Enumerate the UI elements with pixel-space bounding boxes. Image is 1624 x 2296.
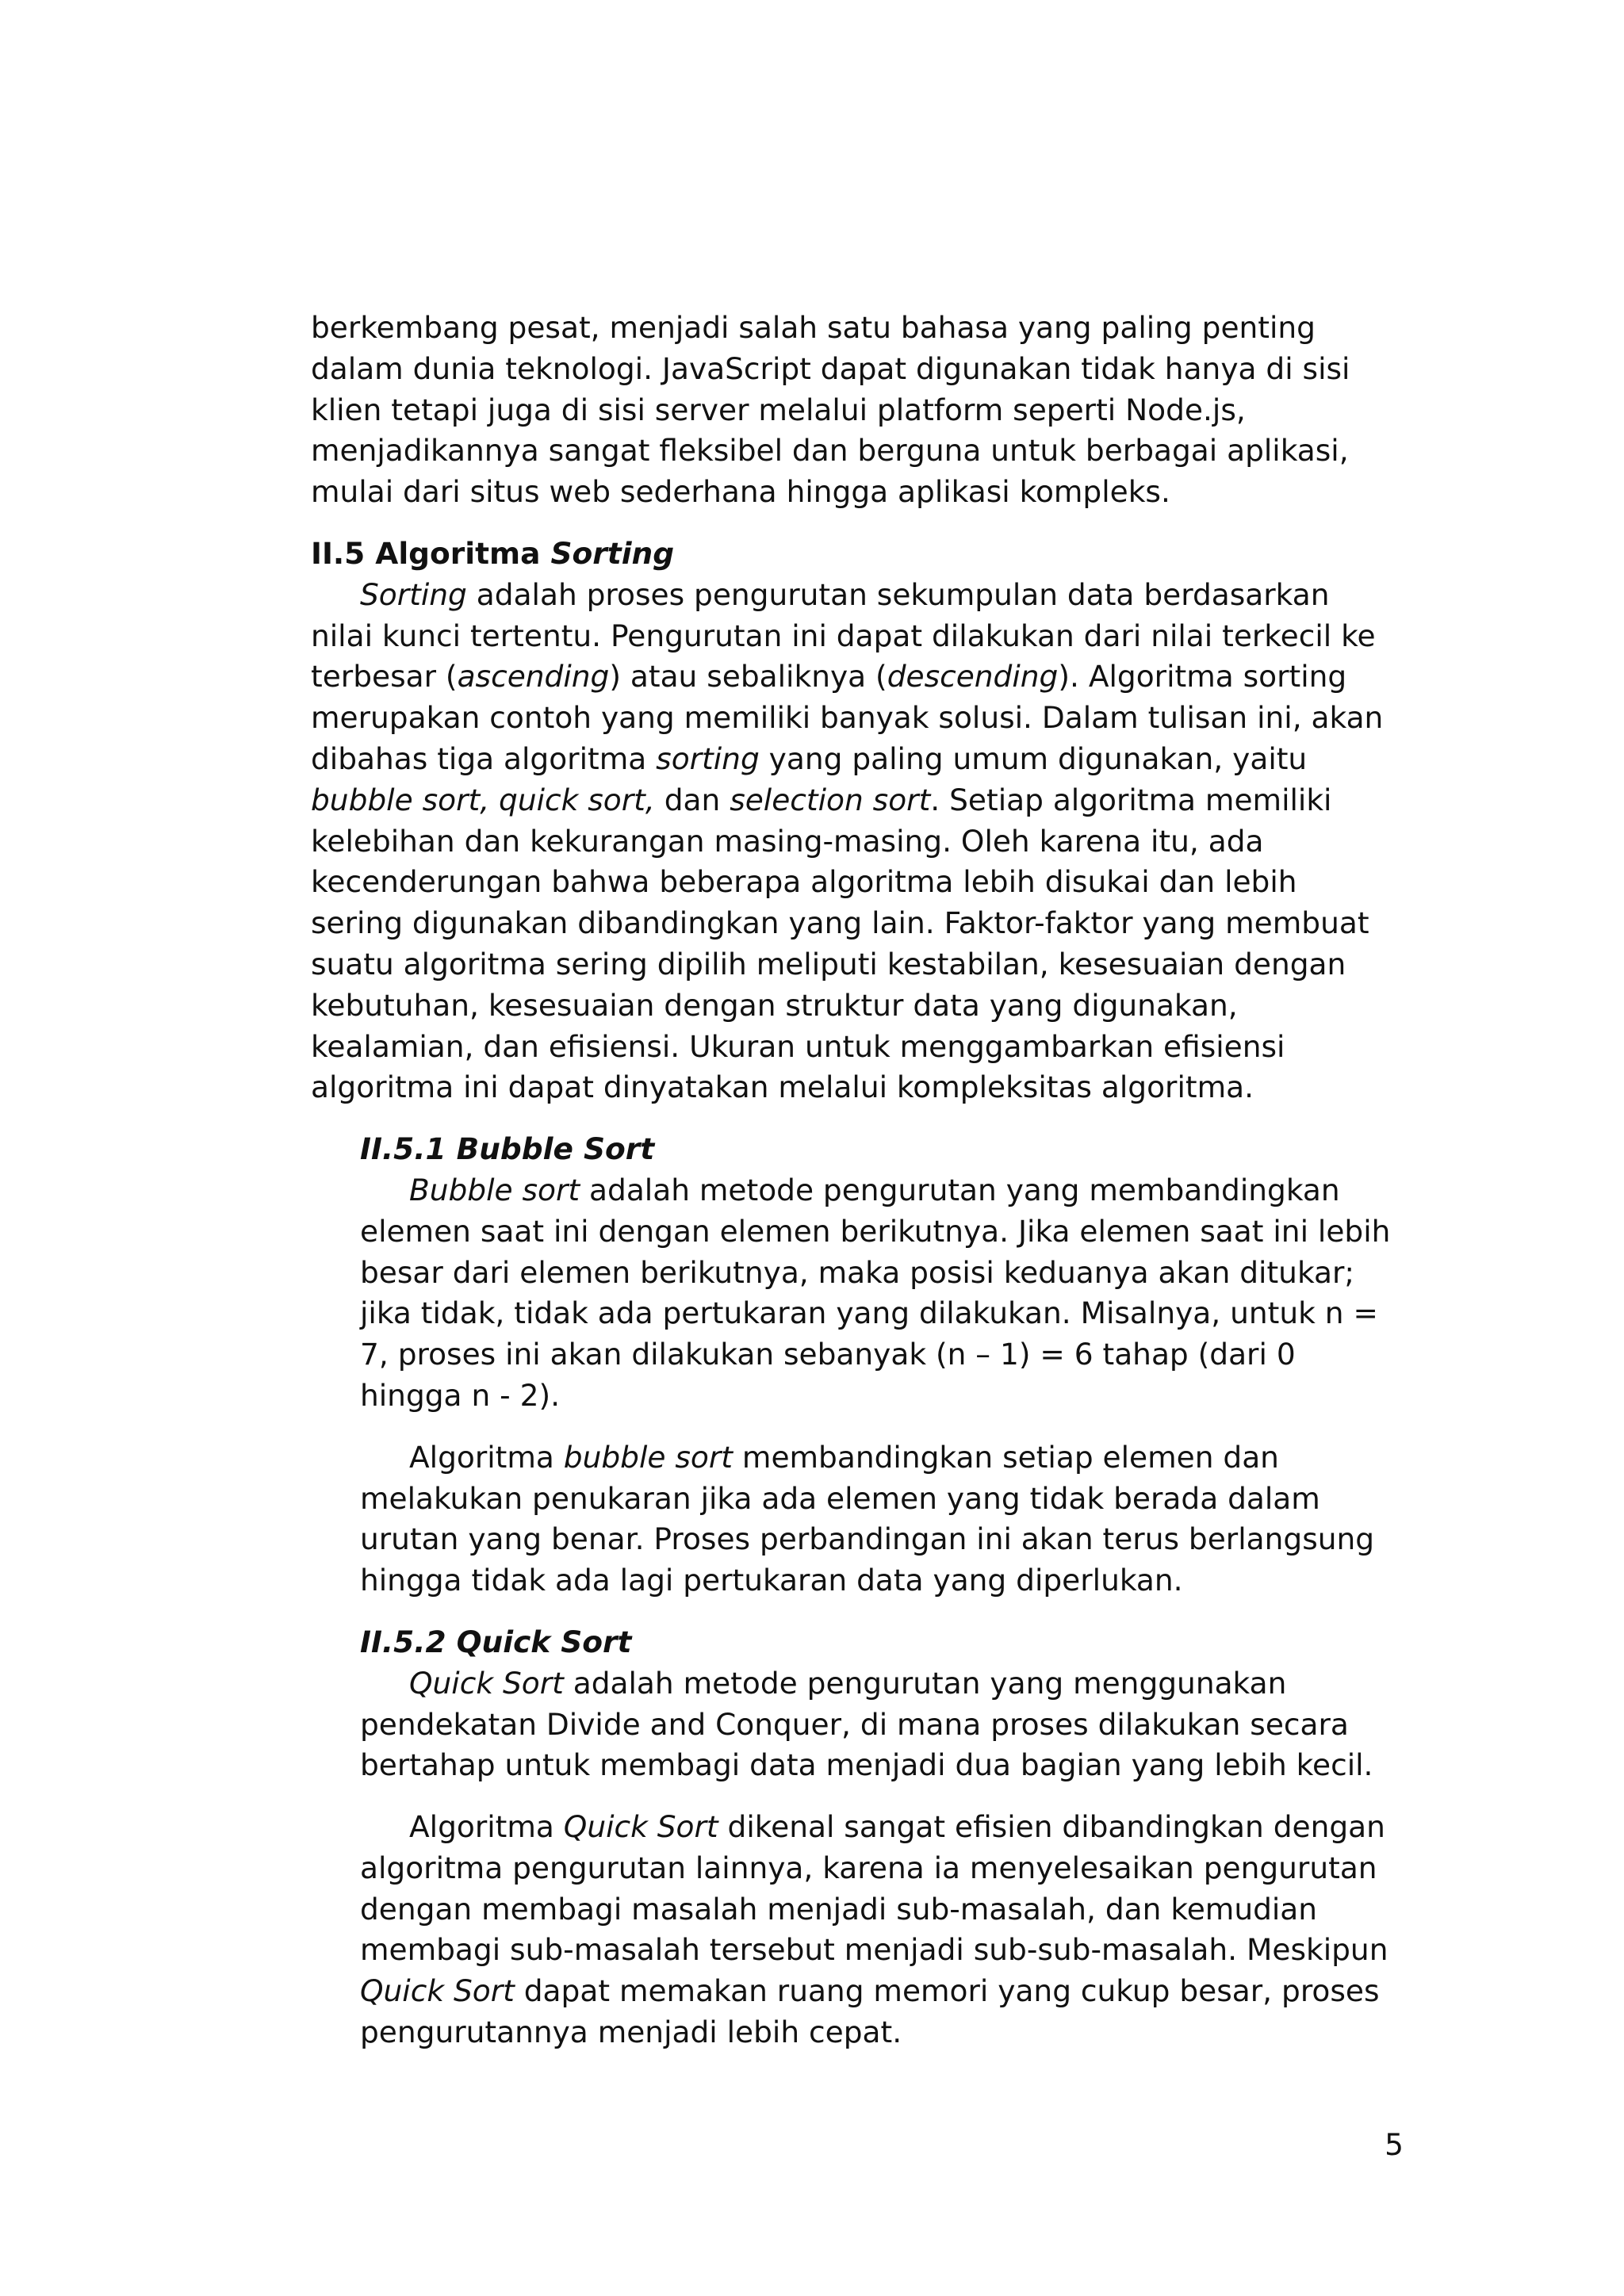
text: yang paling umum digunakan, yaitu: [759, 740, 1308, 776]
text: Algoritma: [409, 1439, 564, 1475]
text: dapat memakan ruang memori yang cukup besar, proses pengurutannya menjadi lebih cepat.: [360, 1973, 1380, 2050]
text-italic: Bubble sort: [409, 1172, 580, 1207]
text-italic: selection sort: [730, 782, 931, 817]
bubble-sort-paragraph-2: [360, 1437, 1397, 1601]
text: membandingkan setiap elemen dan melakukan penukaran jika ada elemen yang tidak berada dalam urutan yang benar. Proses perbandingan ini akan terus berlangsung hingga tidak ada lagi pertukaran data yang diperlukan.: [360, 1439, 1375, 1598]
text-italic: Quick Sort: [409, 1665, 564, 1701]
text: ) atau sebaliknya (: [609, 659, 887, 695]
page-content: [311, 308, 1397, 2074]
text-italic: Sorting: [360, 576, 467, 612]
subsection-bubble-sort: [360, 1129, 1397, 1601]
sorting-paragraph: [311, 575, 1397, 1108]
text: adalah metode pengurutan yang menggunakan pendekatan Divide and Conquer, di mana proses dilakukan secara bertahap untuk membagi data menjadi dua bagian yang lebih kecil.: [360, 1665, 1373, 1783]
text: dan: [654, 782, 730, 817]
bubble-sort-paragraph-1: [360, 1170, 1397, 1417]
text: adalah metode pengurutan yang membandingkan elemen saat ini dengan elemen berikutnya. Jika elemen saat ini lebih besar dari elemen berikutnya, maka posisi keduanya akan ditukar; jika tidak, tidak ada pertukaran yang dilakukan. Misalnya, untuk n = 7, proses ini akan dilakukan sebanyak (n – 1) = 6 tahap (dari 0 hingga n - 2).: [360, 1172, 1391, 1413]
section-heading-prefix: II.5 Algoritma: [311, 535, 551, 571]
text: . Setiap algoritma memiliki kelebihan dan kekurangan masing-masing. Oleh karena itu, ada kecenderungan bahwa beberapa algoritma lebih disukai dan lebih sering digunakan dibandingkan yang lain. Faktor-faktor yang membuat suatu algoritma sering dipilih meliputi kestabilan, kesesuaian dengan kebutuhan, kesesuaian dengan struktur data yang digunakan, kealamian, dan efisiensi. Ukuran untuk menggambarkan efisiensi algoritma ini dapat dinyatakan melalui kompleksitas algoritma.: [311, 782, 1369, 1105]
section-heading-italic: Sorting: [550, 535, 675, 571]
text-italic: Quick Sort: [360, 1973, 515, 2009]
subsection-quick-sort: [360, 1622, 1397, 2053]
text-italic: sorting: [656, 740, 760, 776]
quick-sort-paragraph-2: [360, 1807, 1397, 2053]
quick-sort-paragraph-1: [360, 1663, 1397, 1786]
text-italic: Quick Sort: [563, 1809, 718, 1845]
text-italic: ascending: [457, 659, 610, 695]
text: ). Algoritma sorting merupakan contoh yang memiliki banyak solusi. Dalam tulisan ini, akan dibahas tiga algoritma: [311, 659, 1384, 776]
text-italic: bubble sort: [563, 1439, 733, 1475]
bubble-sort-heading: II.5.1 Bubble Sort: [360, 1131, 655, 1167]
text-italic: bubble sort, quick sort,: [311, 782, 655, 817]
page-number: 5: [1385, 2127, 1404, 2162]
text: dikenal sangat efisien dibandingkan dengan algoritma pengurutan lainnya, karena ia menyelesaikan pengurutan dengan membagi masalah menjadi sub-masalah, dan kemudian membagi sub-masalah tersebut menjadi sub-sub-masalah. Meskipun: [360, 1809, 1388, 1968]
text: Algoritma: [409, 1809, 564, 1845]
quick-sort-heading: II.5.2 Quick Sort: [360, 1624, 632, 1659]
section-heading: [311, 534, 1397, 575]
text-italic: descending: [887, 659, 1059, 695]
intro-paragraph: berkembang pesat, menjadi salah satu bahasa yang paling penting dalam dunia teknologi. JavaScript dapat digunakan tidak hanya di sisi klien tetapi juga di sisi server melalui platform seperti Node.js, menjadikannya sangat fleksibel dan berguna untuk berbagai aplikasi, mulai dari situs web sederhana hingga aplikasi kompleks.: [311, 310, 1350, 510]
text: adalah proses pengurutan sekumpulan data berdasarkan nilai kunci tertentu. Pengurutan ini dapat dilakukan dari nilai terkecil ke terbesar (: [311, 576, 1376, 695]
